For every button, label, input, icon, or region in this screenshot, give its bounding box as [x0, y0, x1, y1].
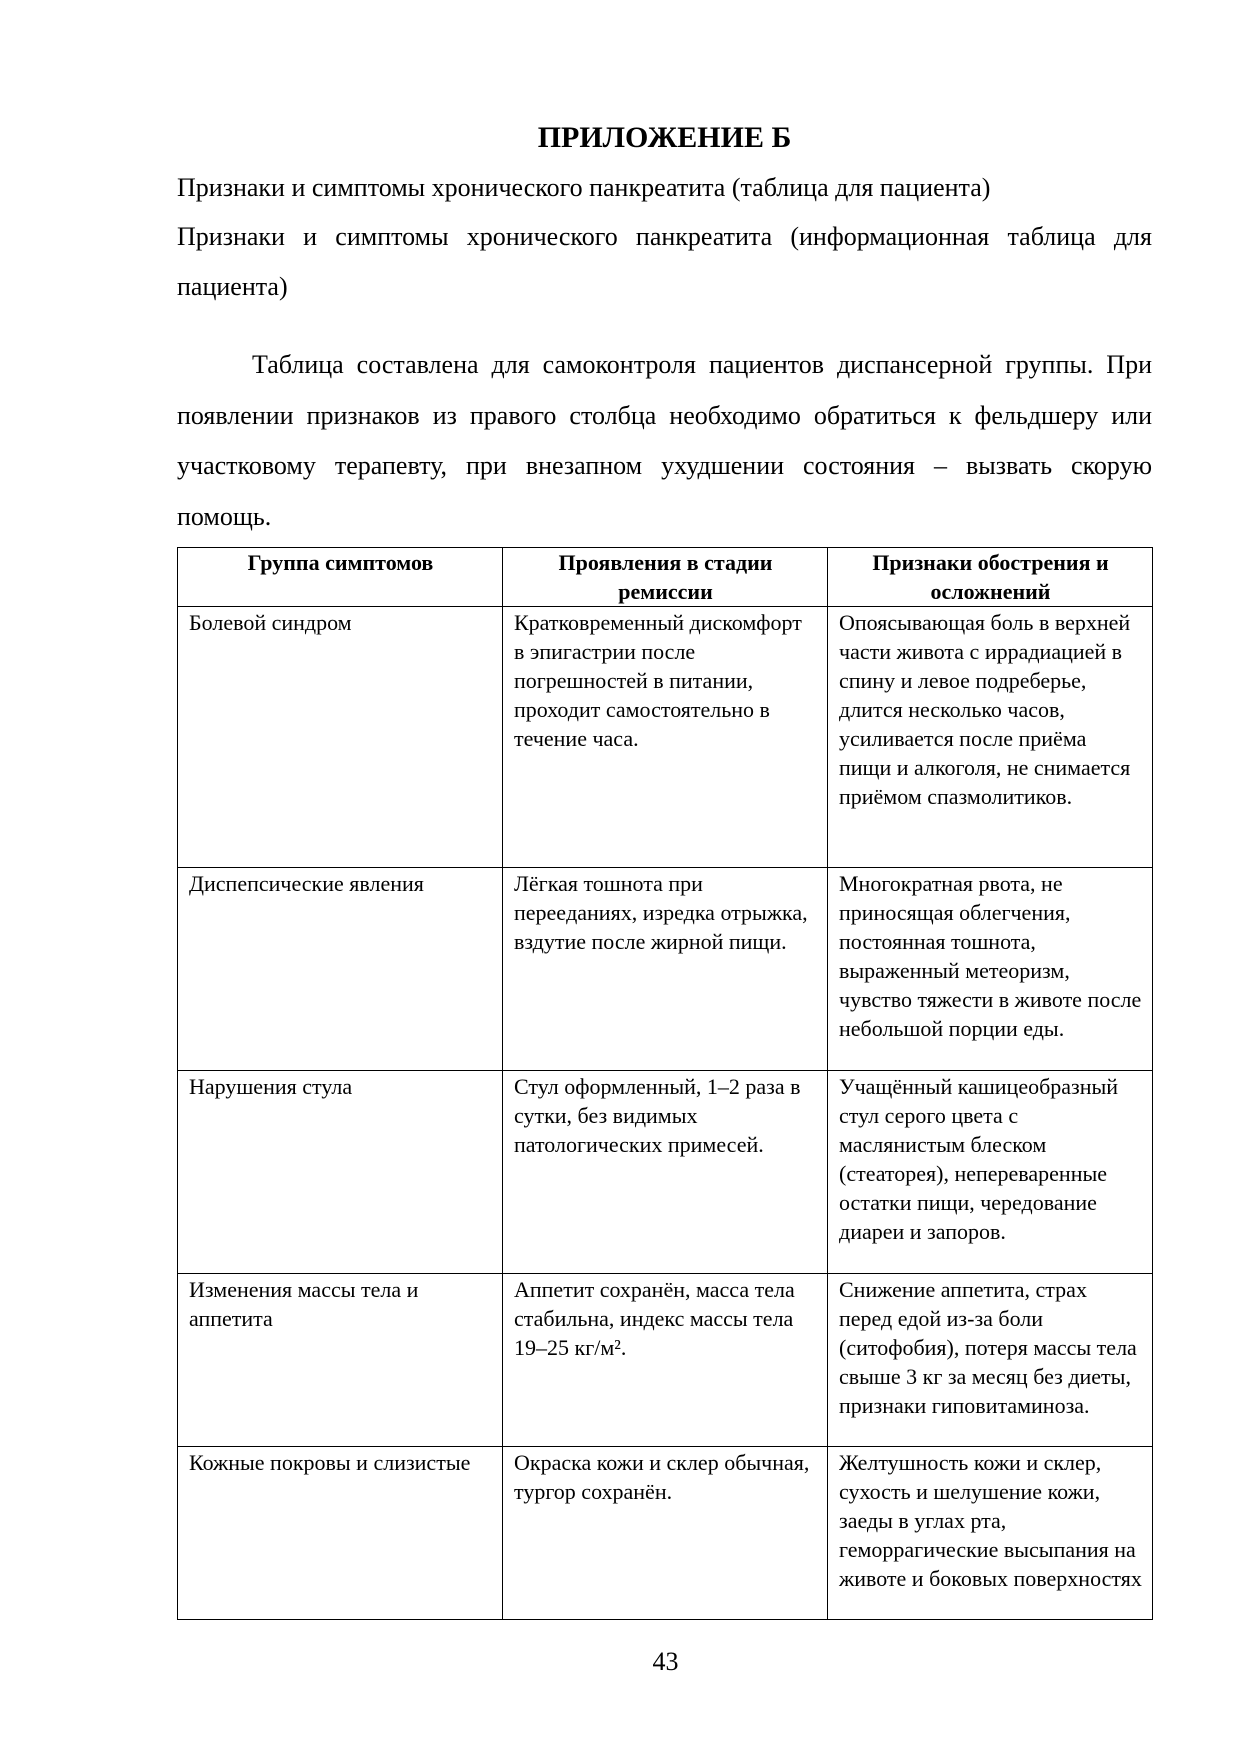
cell-exacerbation: Многократная рвота, не приносящая облегчения, постоянная тошнота, выраженный метеоризм, чувство тяжести в животе после небольшой порции еды. [828, 868, 1153, 1071]
appendix-title: ПРИЛОЖЕНИЕ Б [537, 121, 792, 154]
table-row [178, 607, 1153, 868]
header-remission: Проявления в стадии ремиссии [503, 548, 828, 607]
cell-exacerbation: Опоясывающая боль в верхней части живота с иррадиацией в спину и левое подреберье, длится несколько часов, усиливается после приёма пищи и алкоголя, не снимается приёмом спазмолитиков. [828, 607, 1153, 868]
table-row [178, 868, 1153, 1071]
cell-remission: Аппетит сохранён, масса тела стабильна, индекс массы тела 19–25 кг/м². [503, 1274, 828, 1447]
cell-symptom-group: Болевой синдром [178, 607, 503, 868]
header-exacerbation: Признаки обострения и осложнений [828, 548, 1153, 607]
table-row [178, 1071, 1153, 1274]
cell-symptom-group: Диспепсические явления [178, 868, 503, 1071]
cell-symptom-group: Нарушения стула [178, 1071, 503, 1274]
cell-remission: Окраска кожи и склер обычная, тургор сохранён. [503, 1447, 828, 1620]
cell-remission: Стул оформленный, 1–2 раза в сутки, без видимых патологических примесей. [503, 1071, 828, 1274]
cell-exacerbation: Снижение аппетита, страх перед едой из-за боли (ситофобия), потеря массы тела свыше 3 кг за месяц без диеты, признаки гиповитаминоза. [828, 1274, 1153, 1447]
table-row [178, 1447, 1153, 1620]
header-symptom-group: Группа симптомов [178, 548, 503, 607]
intro-paragraph: Таблица составлена для самоконтроля пациентов диспансерной группы. При появлении признаков из правого столбца необходимо обратиться к фельдшеру или участковому терапевту, при внезапном ухудшении состояния – вызвать скорую помощь. [177, 350, 1152, 531]
symptoms-table [177, 547, 1153, 1620]
page-number: 43 [652, 1647, 679, 1676]
table-header-row [178, 548, 1153, 607]
subtitle-line: Признаки и симптомы хронического панкреатита (таблица для пациента) [177, 173, 991, 202]
cell-exacerbation: Учащённый кашицеобразный стул серого цвета с маслянистым блеском (стеаторея), непереваренные остатки пищи, чередование диареи и запоров. [828, 1071, 1153, 1274]
cell-symptom-group: Изменения массы тела и аппетита [178, 1274, 503, 1447]
cell-remission: Лёгкая тошнота при переeданиях, изредка отрыжка, вздутие после жирной пищи. [503, 868, 828, 1071]
cell-symptom-group: Кожные покровы и слизистые [178, 1447, 503, 1620]
subtitle-full: Признаки и симптомы хронического панкреатита (информационная таблица для пациента) [177, 222, 1152, 301]
table-row [178, 1274, 1153, 1447]
cell-exacerbation: Желтушность кожи и склер, сухость и шелушение кожи, заеды в углах рта, геморрагические высыпания на животе и боковых поверхностях [828, 1447, 1153, 1620]
cell-remission: Кратковременный дискомфорт в эпигастрии после погрешностей в питании, проходит самостоятельно в течение часа. [503, 607, 828, 868]
